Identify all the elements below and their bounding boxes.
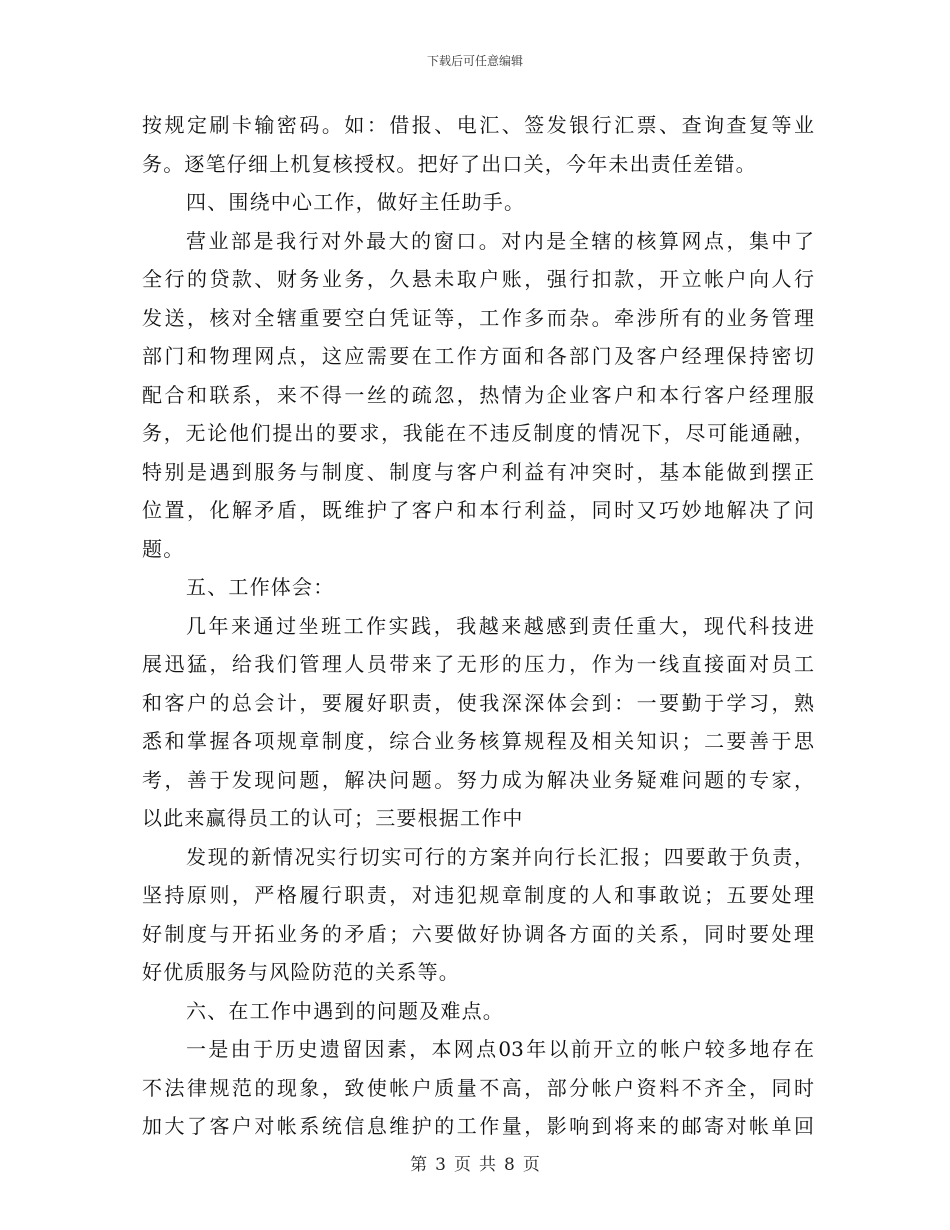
total-page-count: 8 bbox=[504, 1155, 515, 1175]
footer-label-prefix: 第 bbox=[410, 1155, 428, 1175]
text-line: 展迅猛，给我们管理人员带来了无形的压力，作为一线直接面对员工 bbox=[142, 652, 814, 676]
text-line: 发送，核对全辖重要空白凭证等，工作多而杂。牵涉所有的业务管理 bbox=[142, 305, 814, 330]
text-line: 好优质服务与风险防范的关系等。 bbox=[142, 960, 460, 984]
text-line: 配合和联系，来不得一丝的疏忽，热情为企业客户和本行客户经理服 bbox=[142, 382, 814, 407]
text-line: 以此来赢得员工的认可；三要根据工作中 bbox=[142, 806, 524, 830]
text-line: 一是由于历史遗留因素，本网点03年以前开立的帐户较多地存在 bbox=[186, 1037, 814, 1061]
page-header-note: 下载后可任意编辑 bbox=[426, 54, 523, 68]
text-line: 好制度与开拓业务的矛盾；六要做好协调各方面的关系，同时要处理 bbox=[142, 921, 814, 946]
document-body bbox=[142, 106, 814, 1146]
text-line: 加大了客户对帐系统信息维护的工作量，影响到将来的邮寄对帐单回 bbox=[142, 1114, 814, 1138]
footer-label-page: 页 bbox=[454, 1155, 471, 1175]
text-line: 务，无论他们提出的要求，我能在不违反制度的情况下，尽可能通融， bbox=[142, 421, 814, 445]
text-line: 按规定刷卡输密码。如：借报、电汇、签发银行汇票、查询查复等业 bbox=[142, 113, 814, 137]
text-line: 部门和物理网点，这应需要在工作方面和各部门及客户经理保持密切 bbox=[142, 344, 814, 368]
section-heading: 四、围绕中心工作，做好主任助手。 bbox=[186, 190, 526, 214]
text-line: 坚持原则，严格履行职责，对违犯规章制度的人和事敢说；五要处理 bbox=[142, 883, 814, 907]
text-line: 不法律规范的现象，致使帐户质量不高，部分帐户资料不齐全，同时 bbox=[142, 1075, 814, 1100]
text-line: 发现的新情况实行切实可行的方案并向行长汇报；四要敢于负责， bbox=[186, 844, 814, 869]
text-line: 位置，化解矛盾，既维护了客户和本行利益，同时又巧妙地解决了问 bbox=[142, 498, 814, 522]
text-line: 题。 bbox=[142, 536, 185, 561]
text-line: 悉和掌握各项规章制度，综合业务核算规程及相关知识；二要善于思 bbox=[142, 729, 814, 753]
text-line: 几年来通过坐班工作实践，我越来越感到责任重大，现代科技进 bbox=[186, 613, 814, 638]
text-line: 务。逐笔仔细上机复核授权。把好了出口关，今年未出责任差错。 bbox=[142, 151, 757, 176]
text-line: 和客户的总会计，要履好职责，使我深深体会到：一要勤于学习，熟 bbox=[142, 690, 814, 715]
footer-label-suffix: 页 bbox=[522, 1155, 540, 1175]
section-heading: 五、工作体会： bbox=[186, 575, 335, 599]
page-footer bbox=[0, 1150, 950, 1175]
text-line: 特别是遇到服务与制度、制度与客户利益有冲突时，基本能做到摆正 bbox=[142, 459, 814, 484]
text-line: 考，善于发现问题，解决问题。努力成为解决业务疑难问题的专家， bbox=[142, 767, 814, 792]
footer-label-total: 共 bbox=[479, 1155, 496, 1175]
text-line: 全行的贷款、财务业务，久悬未取户账，强行扣款，开立帐户向人行 bbox=[142, 267, 814, 291]
section-heading: 六、在工作中遇到的问题及难点。 bbox=[186, 998, 504, 1023]
current-page-number: 3 bbox=[435, 1155, 446, 1175]
text-line: 营业部是我行对外最大的窗口。对内是全辖的核算网点，集中了 bbox=[186, 228, 814, 253]
